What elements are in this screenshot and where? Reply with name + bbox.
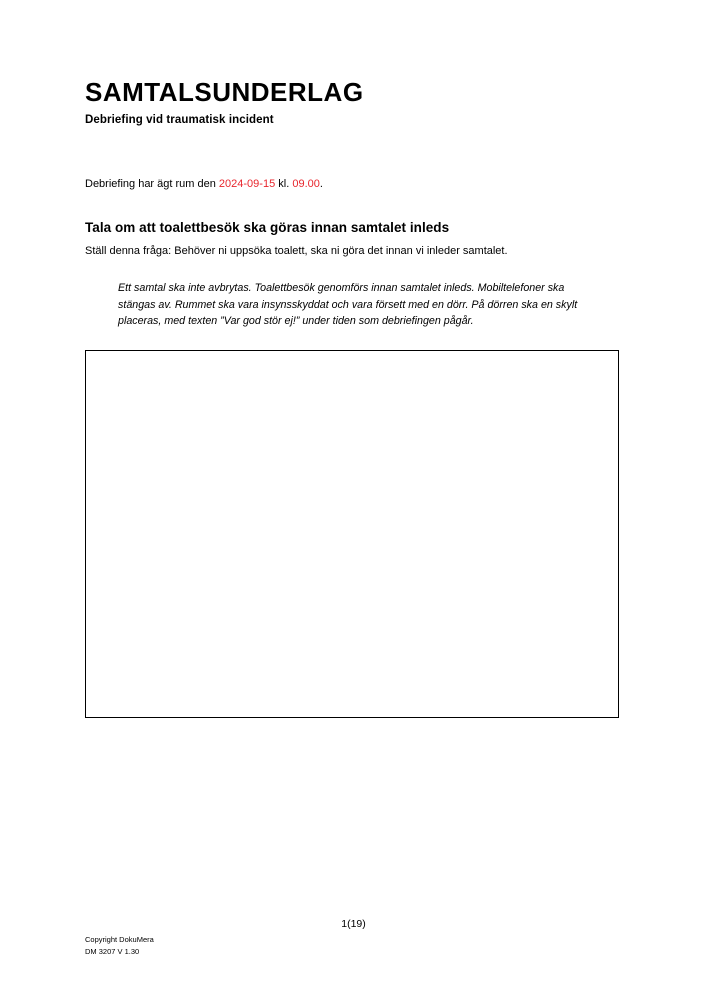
page-subtitle: Debriefing vid traumatisk incident [85, 113, 274, 126]
section-note-text: Ett samtal ska inte avbrytas. Toalettbesök genomförs innan samtalet inleds. Mobiltelefoner ska stängas av. Rummet ska vara insynsskyddat och vara försett med en dörr. På dörren ska en skylt placeras, med texten ”Var god stör ej!” under tiden som debriefingen pågår. [118, 281, 578, 328]
page-number: 1(19) [341, 918, 366, 930]
section-instruction-text: Ställ denna fråga: Behöver ni uppsöka toalett, ska ni göra det innan vi inleder samtalet. [85, 244, 508, 257]
page-title: SAMTALSUNDERLAG [85, 77, 364, 107]
meta-middle-text: kl. [275, 177, 293, 190]
meta-suffix-text: . [319, 177, 323, 190]
footer [85, 934, 154, 957]
footer-copyright: Copyright DokuMera [85, 935, 154, 944]
document-content [85, 78, 622, 718]
meta-prefix-text: Debriefing har ägt rum den [85, 177, 219, 190]
answer-textarea[interactable] [85, 350, 619, 718]
debriefing-meta-line [85, 178, 622, 190]
footer-document-ref: DM 3207 V 1.30 [85, 946, 140, 956]
section-heading: Tala om att toalettbesök ska göras innan samtalet inleds [85, 219, 450, 235]
debriefing-time-value[interactable]: 09.00 [292, 177, 320, 190]
debriefing-date-value[interactable]: 2024-09-15 [218, 177, 276, 190]
